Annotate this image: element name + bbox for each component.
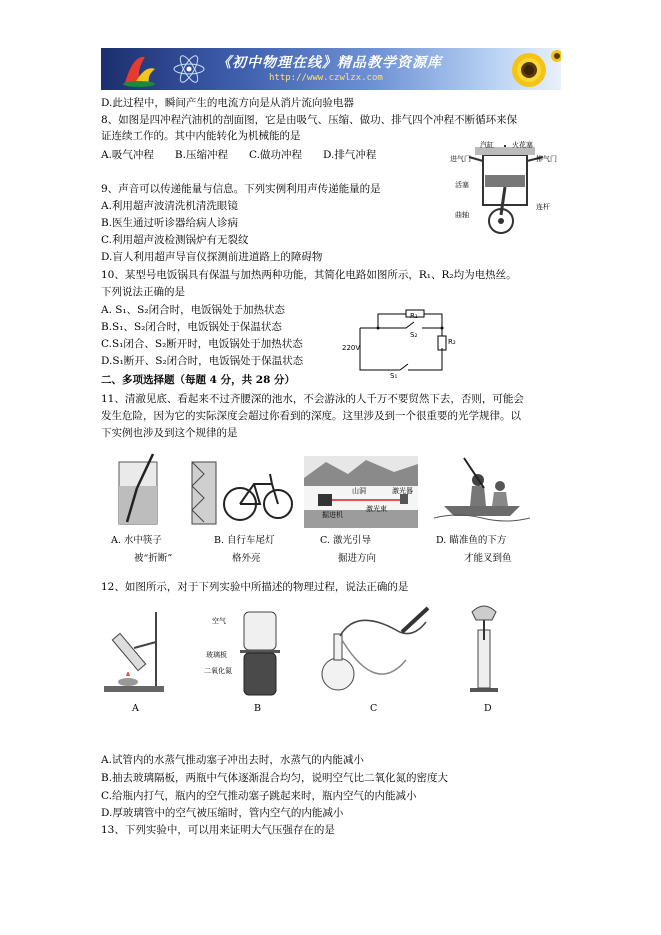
section-2-heading: 二、多项选择题（每题 4 分，共 28 分）	[101, 374, 296, 386]
circuit-voltage: 220V	[342, 344, 361, 352]
q12-fig-d-cylinder	[466, 600, 502, 694]
q11-caption-c2: 掘进方向	[338, 553, 377, 564]
q11-fig-b-bicycle	[190, 458, 294, 528]
q10-stem-1: 10、某型号电饭锅具有保温与加热两种功能，其简化电路如图所示，R₁、R₂均为电热丝。	[101, 269, 517, 281]
q12-label-a: A	[132, 703, 139, 714]
q10-option-a: A. S₁、S₂闭合时，电饭锅处于加热状态	[101, 304, 286, 316]
q11-stem-1: 11、清澈见底、看起来不过齐腰深的池水，不会游泳的人千万不要贸然下去，否则，可能会	[101, 393, 524, 405]
q11-c-label-laser: 激光器	[392, 487, 413, 495]
q12-label-d: D	[484, 703, 492, 714]
q8-stem-1: 8、如图是四冲程汽油机的剖面图，它是由吸气、压缩、做功、排气四个冲程不断循环来保	[101, 114, 518, 126]
header-banner	[101, 48, 561, 90]
circuit-s1: S₁	[390, 372, 398, 380]
q11-caption-d2: 才能叉到鱼	[464, 553, 512, 564]
q12-b-label-no2: 二氧化氮	[204, 667, 232, 675]
q9-option-a: A.利用超声波清洗机清洗眼镜	[101, 200, 238, 212]
q11-stem-3: 下实例也涉及到这个规律的是	[101, 427, 238, 439]
engine-label-rod: 连杆	[536, 203, 550, 211]
q12-stem: 12、如图所示，对于下列实验中所描述的物理过程，说法正确的是	[101, 581, 409, 593]
q9-option-b: B.医生通过听诊器给病人诊病	[101, 217, 239, 229]
q11-caption-d1: D. 瞄准鱼的下方	[436, 535, 507, 546]
circuit-s2: S₂	[410, 331, 418, 339]
q11-stem-2: 发生危险，因为它的实际深度会超过你看到的深度。这里涉及到一个很重要的光学规律。以	[101, 410, 521, 422]
q11-caption-b2: 格外亮	[232, 553, 261, 564]
engine-label-spark: 火花塞	[512, 141, 533, 149]
q11-c-label-machine: 掘进机	[322, 511, 343, 519]
q12-b-label-glass: 玻璃板	[206, 651, 227, 659]
q11-c-label-mountain: 山洞	[352, 487, 366, 495]
q11-caption-b1: B. 自行车尾灯	[214, 535, 275, 546]
q11-caption-a2: 被“折断”	[134, 553, 173, 564]
q13-stem: 13、下列实验中，可以用来证明大气压强存在的是	[101, 824, 335, 836]
q11-caption-a1: A. 水中筷子	[111, 535, 162, 546]
circuit-diagram	[338, 300, 456, 380]
q8-stem-2: 证连续工作的。其中内能转化为机械能的是	[101, 130, 301, 142]
q12-label-c: C	[370, 703, 378, 714]
banner-title: 《初中物理在线》精品教学资源库	[217, 55, 442, 71]
q12-fig-b-bottles	[238, 610, 282, 696]
circuit-r2: R₂	[448, 338, 456, 346]
q11-fig-a-chopstick	[107, 452, 171, 528]
engine-label-intake: 进气门	[450, 155, 471, 163]
atom-icon	[171, 54, 207, 84]
q7-option-d: D.此过程中，瞬间产生的电流方向是从消片流向验电器	[101, 97, 354, 109]
q12-option-c: C.给瓶内打气，瓶内的空气推动塞子跳起来时，瓶内空气的内能减小	[101, 790, 417, 802]
sunflower-icon	[499, 48, 561, 90]
q11-c-label-beam: 激光束	[366, 505, 387, 513]
q10-option-d: D.S₁断开、S₂闭合时，电饭锅处于保温状态	[101, 355, 304, 367]
q12-option-b: B.抽去玻璃隔板，两瓶中气体逐渐混合均匀，说明空气比二氧化氮的密度大	[101, 772, 449, 784]
q12-option-a: A.试管内的水蒸气推动塞子冲出去时，水蒸气的内能减小	[101, 754, 364, 766]
engine-label-piston: 活塞	[455, 181, 469, 189]
engine-label-exhaust: 排气门	[536, 155, 557, 163]
engine-label-cylinder: 汽缸	[480, 141, 494, 149]
circuit-r1: R₁	[410, 312, 418, 320]
q12-b-label-air: 空气	[212, 617, 226, 625]
q9-option-c: C.利用超声波检测锅炉有无裂纹	[101, 234, 249, 246]
q9-stem: 9、声音可以传递能量与信息。下列实例利用声传递能量的是	[101, 183, 381, 195]
q12-option-d: D.厚玻璃管中的空气被压缩时，管内空气的内能减小	[101, 807, 344, 819]
q10-option-b: B.S₁、S₂闭合时，电饭锅处于保温状态	[101, 321, 282, 333]
q11-caption-c1: C. 激光引导	[320, 535, 371, 546]
q10-option-c: C.S₁闭合、S₂断开时，电饭锅处于加热状态	[101, 338, 303, 350]
logo-icon	[119, 51, 159, 87]
q10-stem-2: 下列说法正确的是	[101, 286, 185, 298]
banner-url[interactable]: http://www.czwlzx.com	[269, 73, 383, 83]
q9-option-d: D.盲人利用超声导盲仪探测前进道路上的障碍物	[101, 251, 323, 263]
engine-label-crank: 曲轴	[455, 211, 469, 219]
q11-fig-d-fishing	[434, 452, 530, 528]
q12-label-b: B	[254, 703, 261, 714]
q12-fig-c-pump	[316, 600, 434, 696]
q8-options: A.吸气冲程 B.压缩冲程 C.做功冲程 D.排气冲程	[101, 149, 377, 161]
q12-fig-a-testtube	[104, 602, 170, 694]
